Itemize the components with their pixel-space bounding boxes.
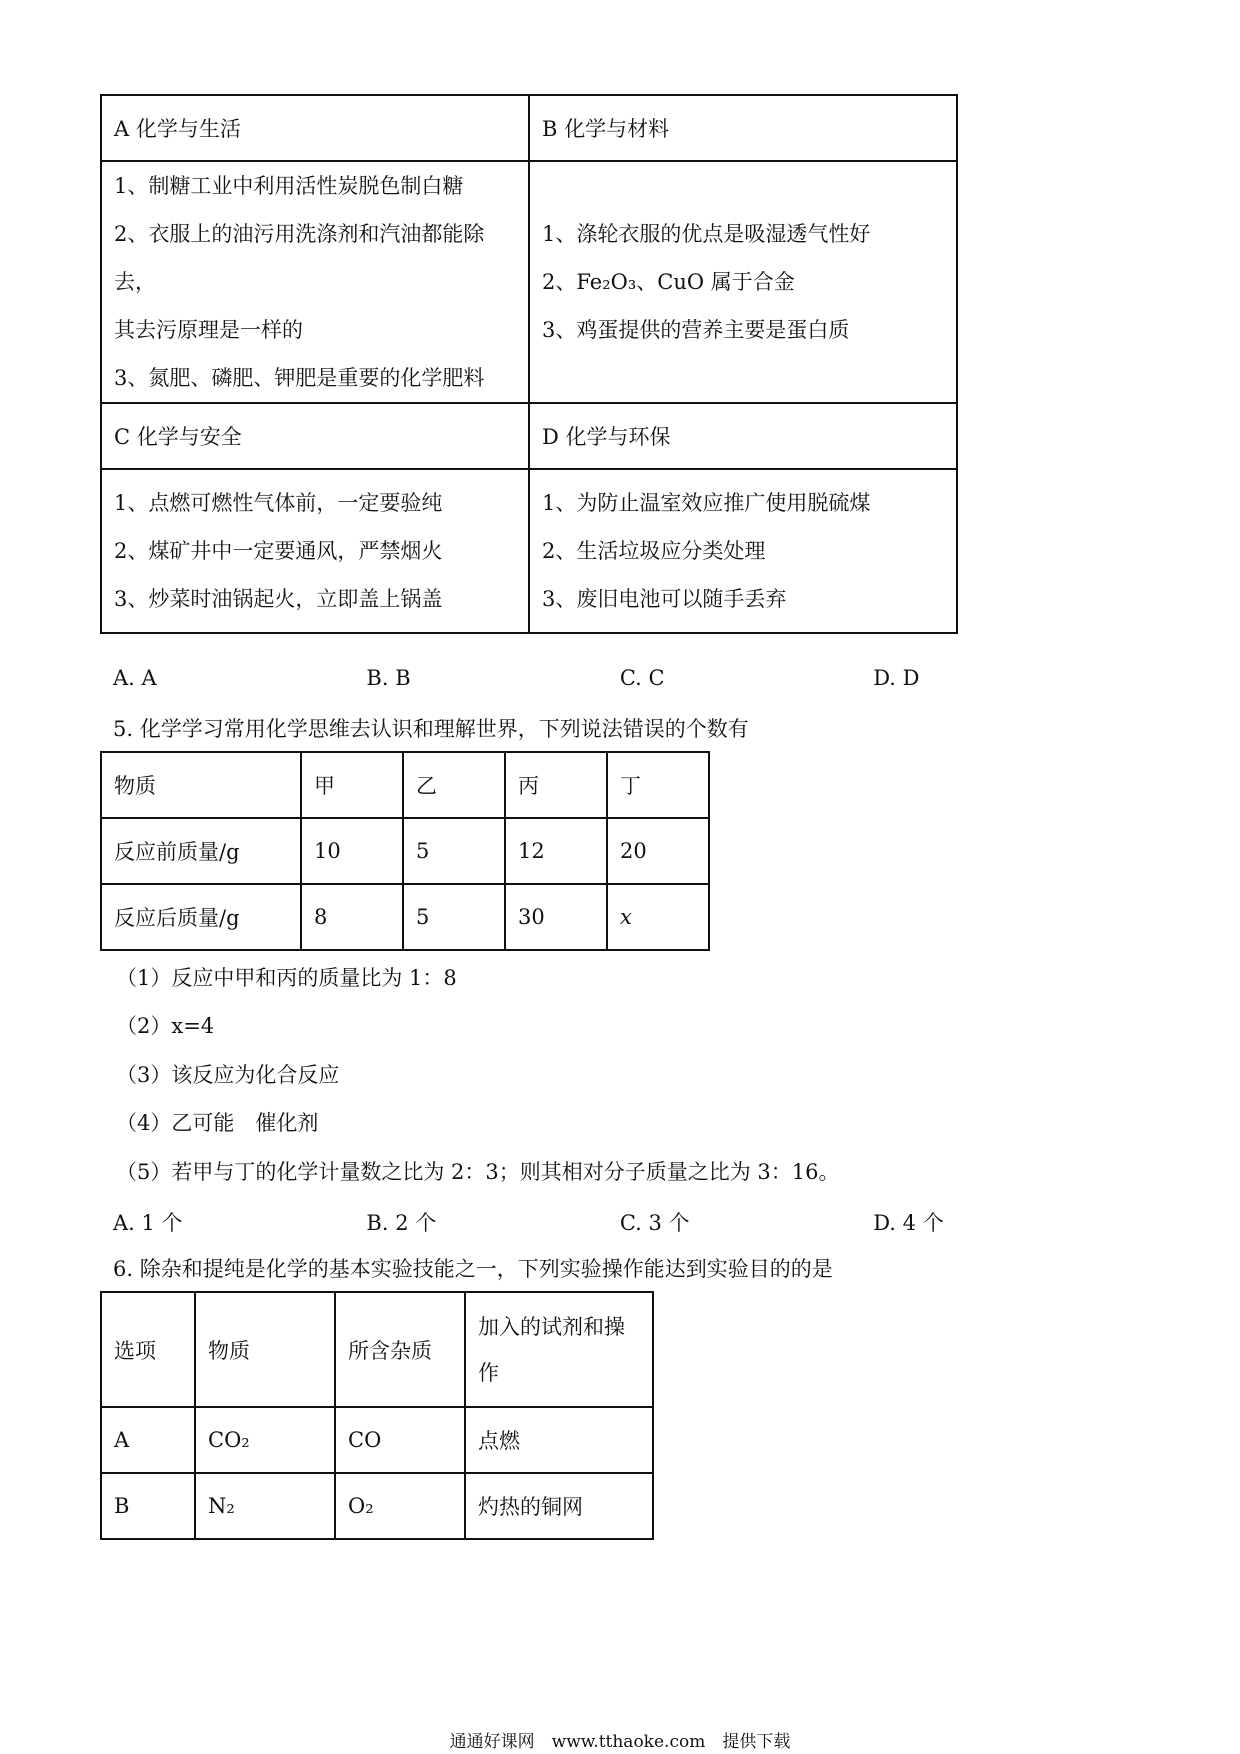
list-item: 1、点燃可燃性气体前，一定要验纯 xyxy=(114,491,443,515)
table-cell: 5 xyxy=(403,818,505,884)
option-a[interactable]: A. 1 个 xyxy=(113,1211,183,1235)
q5-statement-5: （5）若甲与丁的化学计量数之比为 2：3；则其相对分子质量之比为 3：16。 xyxy=(116,1160,840,1184)
cell-b-items xyxy=(529,161,957,403)
table-cell: 20 xyxy=(607,818,709,884)
q4-options xyxy=(113,666,973,690)
q5-statement-4: （4）乙可能 催化剂 xyxy=(116,1111,319,1135)
option-c[interactable]: C. 3 个 xyxy=(619,1211,690,1235)
table-header-cell: 物质 xyxy=(195,1292,335,1407)
list-item: 1、为防止温室效应推广使用脱硫煤 xyxy=(542,491,871,515)
table-cell: 12 xyxy=(505,818,607,884)
table-cell: x xyxy=(607,884,709,950)
q5-statement-2: （2）x=4 xyxy=(116,1014,215,1038)
list-item: 3、鸡蛋提供的营养主要是蛋白质 xyxy=(542,318,850,342)
option-c[interactable]: C. C xyxy=(619,666,665,690)
table-row xyxy=(101,1407,653,1473)
table-cell: 反应前质量/g xyxy=(101,818,301,884)
list-item: 2、煤矿井中一定要通风，严禁烟火 xyxy=(114,539,443,563)
list-item: 3、废旧电池可以随手丢弃 xyxy=(542,587,787,611)
footer-credit: 通通好课网 www.tthaoke.com 提供下载 xyxy=(449,1732,791,1752)
list-item: 2、Fe₂O₃、CuO 属于合金 xyxy=(542,270,795,294)
cell-d-items xyxy=(529,469,957,633)
table-header-cell: 物质 xyxy=(101,752,301,818)
table-header-cell: 选项 xyxy=(101,1292,195,1407)
q6-stem: 6. 除杂和提纯是化学的基本实验技能之一，下列实验操作能达到实验目的的是 xyxy=(113,1257,833,1281)
option-b[interactable]: B. B xyxy=(366,666,411,690)
table-header-cell xyxy=(465,1292,653,1407)
table-cell: 10 xyxy=(301,818,403,884)
table-cell: CO₂ xyxy=(195,1407,335,1473)
option-d[interactable]: D. 4 个 xyxy=(873,1211,944,1235)
q5-statement-3: （3）该反应为化合反应 xyxy=(116,1063,340,1087)
list-item: 2、衣服上的油污用洗涤剂和汽油都能除去， xyxy=(114,222,485,294)
q6-table xyxy=(100,1291,654,1540)
cell-b-title: B 化学与材料 xyxy=(529,95,957,161)
table-header-cell: 乙 xyxy=(403,752,505,818)
cell-a-items xyxy=(101,161,529,403)
table-cell: B xyxy=(101,1473,195,1539)
q5-table xyxy=(100,751,710,951)
cell-c-items xyxy=(101,469,529,633)
q5-options xyxy=(113,1207,973,1237)
table-cell: 反应后质量/g xyxy=(101,884,301,950)
option-a[interactable]: A. A xyxy=(113,666,157,690)
table-cell: CO xyxy=(335,1407,465,1473)
table-cell: A xyxy=(101,1407,195,1473)
list-item: 3、氮肥、磷肥、钾肥是重要的化学肥料 xyxy=(114,366,485,390)
table-cell: 30 xyxy=(505,884,607,950)
q5-statement-1: （1）反应中甲和丙的质量比为 1：8 xyxy=(116,966,457,990)
list-item: 1、制糖工业中利用活性炭脱色制白糖 xyxy=(114,174,464,198)
cell-a-title: A 化学与生活 xyxy=(101,95,529,161)
table-header-cell: 所含杂质 xyxy=(335,1292,465,1407)
table-cell: O₂ xyxy=(335,1473,465,1539)
table-header-cell: 甲 xyxy=(301,752,403,818)
category-table xyxy=(100,94,958,634)
option-d[interactable]: D. D xyxy=(873,666,920,690)
option-b[interactable]: B. 2 个 xyxy=(366,1211,437,1235)
header-line: 加入的试剂和操 xyxy=(478,1314,625,1339)
cell-d-title: D 化学与环保 xyxy=(529,403,957,469)
list-item: 3、炒菜时油锅起火，立即盖上锅盖 xyxy=(114,587,443,611)
table-row xyxy=(101,818,709,884)
list-item: 其去污原理是一样的 xyxy=(114,318,303,342)
header-line: 作 xyxy=(478,1360,499,1385)
table-row xyxy=(101,884,709,950)
table-header-cell: 丙 xyxy=(505,752,607,818)
table-cell: 点燃 xyxy=(465,1407,653,1473)
table-row xyxy=(101,1473,653,1539)
table-cell: N₂ xyxy=(195,1473,335,1539)
list-item: 2、生活垃圾应分类处理 xyxy=(542,539,766,563)
list-item: 1、涤轮衣服的优点是吸湿透气性好 xyxy=(542,222,871,246)
table-cell: 8 xyxy=(301,884,403,950)
cell-c-title: C 化学与安全 xyxy=(101,403,529,469)
table-header-cell: 丁 xyxy=(607,752,709,818)
q5-stem: 5. 化学学习常用化学思维去认识和理解世界，下列说法错误的个数有 xyxy=(113,717,749,741)
table-cell: 灼热的铜网 xyxy=(465,1473,653,1539)
table-cell: 5 xyxy=(403,884,505,950)
